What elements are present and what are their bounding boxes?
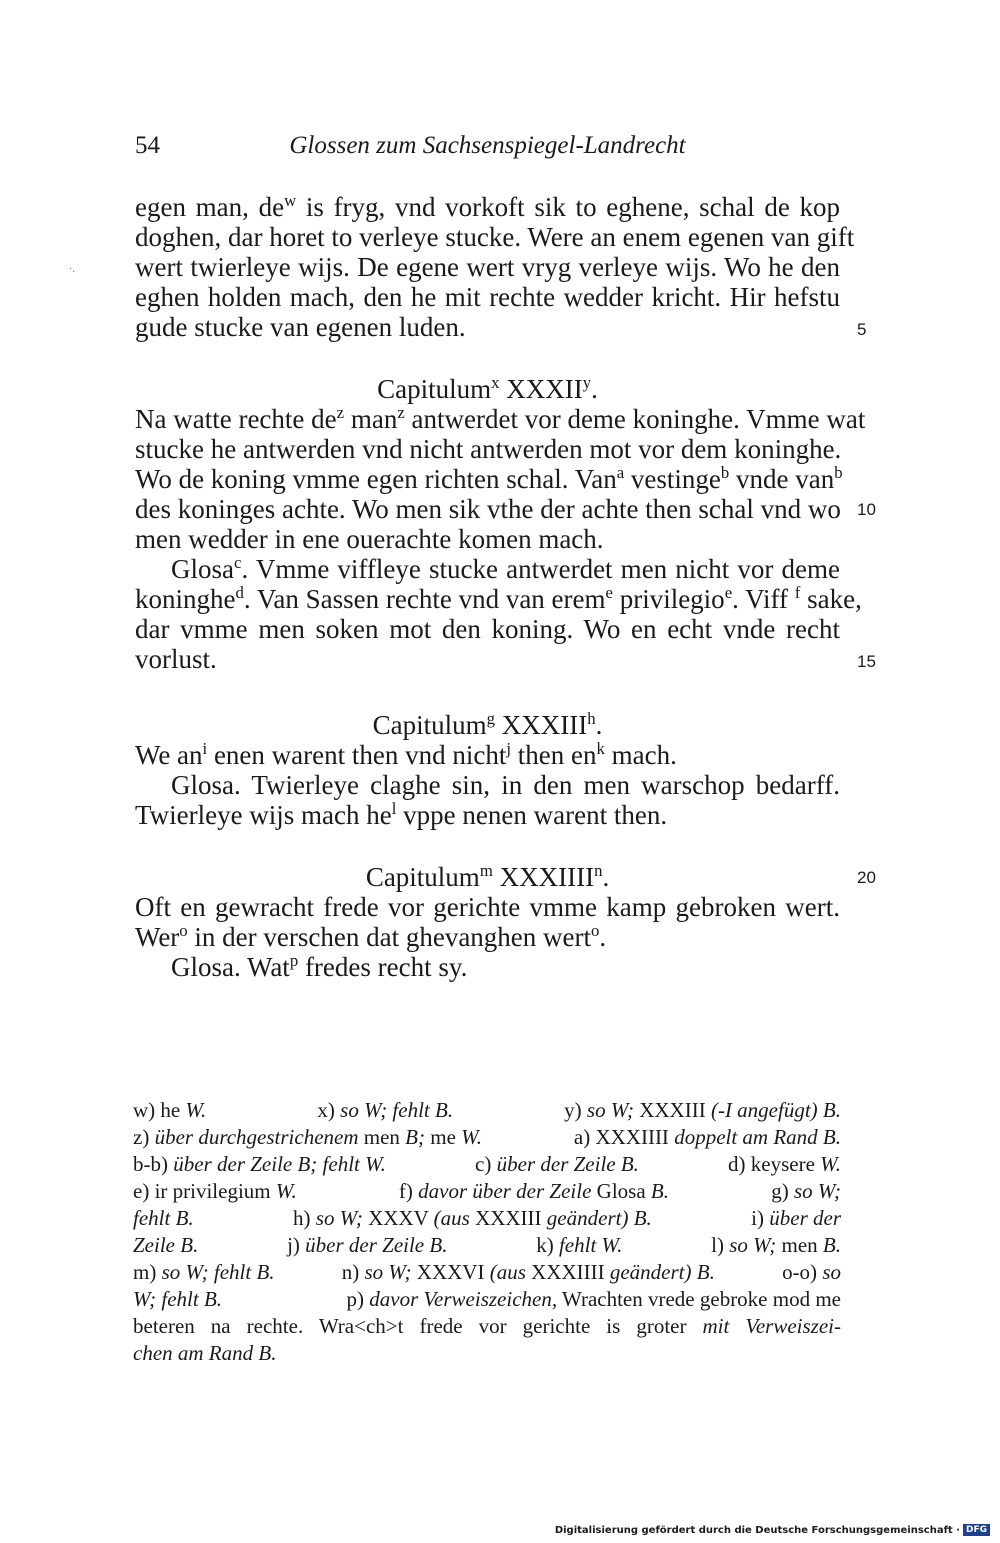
footnote-o: o-o) so bbox=[782, 1260, 841, 1284]
footnote-line: fehlt B. h) so W; XXXV (aus XXXIII geändert) B. i) über der bbox=[133, 1206, 841, 1230]
footnote-c: c) über der Zeile B. bbox=[475, 1152, 639, 1176]
gloss-line: Glosa. Twierleye claghe sin, in den men warschop bedarff. bbox=[171, 770, 840, 800]
text-line: Wer$^o$ in der verschen dat ghevanghen wert$^o$. bbox=[135, 921, 607, 952]
text-line: wert twierleye wijs. De egene wert vryg verleye wijs. Wo he den bbox=[135, 252, 840, 282]
footnote-b: b-b) über der Zeile B; fehlt W. bbox=[133, 1152, 386, 1176]
footnote-line: beteren na rechte. Wra<ch>t frede vor gerichte is groter mit Verweiszei- bbox=[133, 1314, 841, 1338]
footnote-g: g) so W; bbox=[771, 1179, 841, 1203]
footnote-a: a) XXXIIII doppelt am Rand B. bbox=[573, 1125, 841, 1149]
chapter-32 bbox=[135, 373, 866, 674]
footnote-m: m) so W; fehlt B. bbox=[133, 1260, 275, 1284]
text-line: gude stucke van egenen luden. bbox=[135, 312, 466, 342]
footnote-e: e) ir privilegium W. bbox=[133, 1179, 297, 1203]
gloss-line: dar vmme men soken mot den koning. Wo en echt vnde recht bbox=[135, 614, 840, 644]
footnote-k: k) fehlt W. bbox=[536, 1233, 623, 1257]
text-line: eghen holden mach, den he mit rechte wedder kricht. Hir hefstu bbox=[135, 282, 840, 312]
footnote-n: n) so W; XXXVI (aus XXXIIII geändert) B. bbox=[341, 1260, 715, 1284]
text-line: Oft en gewracht frede vor gerichte vmme kamp gebroken wert. bbox=[135, 892, 840, 922]
footnote-y: y) so W; XXXIII (-I angefügt) B. bbox=[564, 1098, 841, 1122]
footnote-x: x) so W; fehlt B. bbox=[317, 1098, 454, 1122]
chapter-33 bbox=[135, 710, 840, 830]
footnote-line bbox=[133, 1124, 841, 1151]
gloss-line: Glosa$^c$. Vmme viffleye stucke antwerdet men nicht vor deme bbox=[171, 553, 840, 584]
digitization-footer bbox=[555, 1524, 990, 1536]
text-line: des koninges achte. Wo men sik vthe der achte then schal vnd wo bbox=[135, 494, 841, 524]
footnote-line: chen am Rand B. bbox=[133, 1341, 277, 1365]
text-line: Wo de koning vmme egen richten schal. Van$^a$ vestinge$^b$ vnde van$^b$ bbox=[135, 463, 843, 494]
footnote-p: p) davor Verweiszeichen, Wrachten vrede gebroke mod me bbox=[346, 1287, 841, 1311]
line-number: 10 bbox=[857, 500, 876, 519]
text-line: egen man, $de^w$ is fryg, vnd vorkoft sik to eghene, schal de kop bbox=[135, 191, 840, 222]
line-number: 5 bbox=[857, 320, 867, 339]
text-line: stucke he antwerden vnd nicht antwerden mot vor dem koninghe. bbox=[135, 434, 842, 464]
line-number: 15 bbox=[857, 652, 876, 671]
chapter-34 bbox=[135, 862, 840, 982]
footnote-line bbox=[133, 1259, 841, 1286]
footnote-i: i) über der bbox=[751, 1206, 841, 1230]
footnote-line: W; fehlt B. p) davor Verweiszeichen, Wrachten vrede gebroke mod me bbox=[133, 1287, 841, 1311]
chapter-heading: Capitulum$^x$ XXXII$^y$. bbox=[377, 373, 598, 404]
footnote-l: l) so W; men B. bbox=[711, 1233, 841, 1257]
text-line: We $an^i$ enen warent then vnd nicht$^j$ then $en^k$ mach. bbox=[135, 739, 677, 770]
footnote-line bbox=[133, 1151, 841, 1178]
chapter-heading: Capitulum$^m$ XXXIIII$^n$. bbox=[365, 861, 610, 892]
gloss-line: Glosa. Wat$^p$ fredes recht sy. bbox=[171, 951, 468, 982]
footnote-h: h) so W; XXXV (aus XXXIII geändert) B. bbox=[293, 1206, 652, 1230]
text-line: men wedder in ene ouerachte komen mach. bbox=[135, 524, 604, 554]
line-number: 20 bbox=[857, 868, 876, 887]
gloss-line: Twierleye wijs mach $he^l$ vppe nenen warent then. bbox=[135, 799, 668, 830]
footnote-f: f) davor über der Zeile Glosa B. bbox=[398, 1179, 669, 1203]
text-line: doghen, dar horet to verleye stucke. Were an enem egenen van gift bbox=[135, 222, 855, 252]
dfg-logo: DFG bbox=[963, 1524, 990, 1536]
footer-text: Digitalisierung gefördert durch die Deutsche Forschungsgemeinschaft · bbox=[554, 1524, 960, 1536]
footnote-apparatus bbox=[133, 1097, 841, 1367]
footnote-line bbox=[133, 1097, 841, 1124]
gloss-line: koninghe$^d$. Van Sassen rechte vnd van erem$^e$ privilegio$^e$. Viff $^f$ sake, bbox=[135, 583, 862, 614]
footnote-j: j) über der Zeile B. bbox=[287, 1233, 448, 1257]
page-number: 54 bbox=[135, 132, 160, 159]
footnote-w: w) he W. bbox=[133, 1098, 207, 1122]
footnote-line bbox=[133, 1178, 841, 1205]
footnote-z: z) über durchgestrichenem men B; me W. bbox=[133, 1125, 482, 1149]
footnote-line: Zeile B. j) über der Zeile B. k) fehlt W. l) so W; men B. bbox=[133, 1233, 841, 1257]
gloss-line: vorlust. bbox=[135, 644, 217, 674]
stray-mark: ·. bbox=[69, 264, 75, 275]
chapter-heading: Capitulum$^g$ XXXIII$^h$. bbox=[372, 709, 603, 740]
footnote-d: d) keysere W. bbox=[728, 1152, 841, 1176]
paragraph-continuation bbox=[135, 191, 855, 342]
running-title: Glossen zum Sachsenspiegel-Landrecht bbox=[289, 132, 686, 159]
text-line: Na watte rechte $de^z$ man$^z$ antwerdet vor deme koninghe. Vmme wat bbox=[135, 403, 866, 434]
